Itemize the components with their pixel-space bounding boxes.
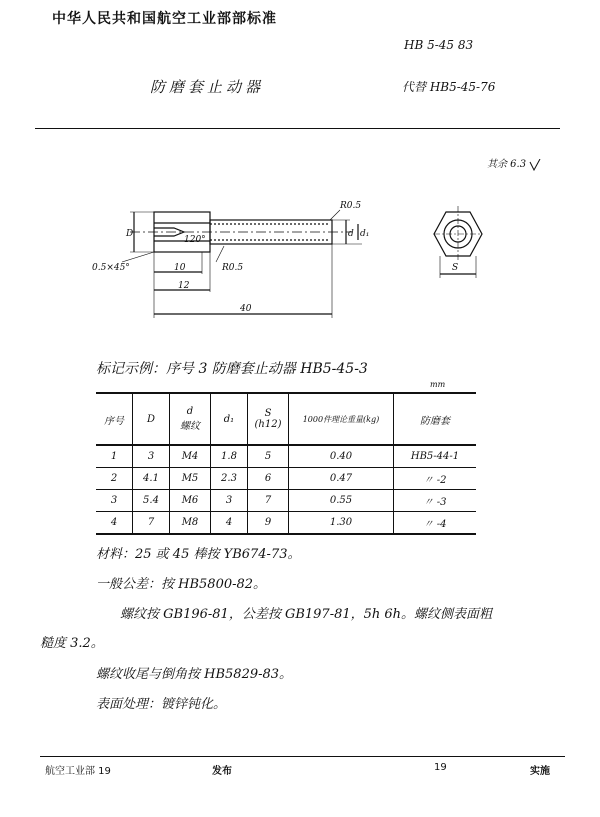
note-thread-runout: 螺纹收尾与倒角按 HB5829-83。 bbox=[96, 667, 293, 682]
note-surface-treatment: 表面处理：镀锌钝化。 bbox=[96, 697, 227, 712]
dim-chamfer-label: 0.5×45° bbox=[92, 263, 130, 273]
cell-d1: 4 bbox=[211, 512, 248, 535]
dim-r05-bottom-label: R0.5 bbox=[222, 263, 244, 273]
replaces-standard: 代替 HB5-45-76 bbox=[402, 80, 496, 94]
table-row bbox=[96, 490, 476, 512]
cell-seq: 2 bbox=[96, 468, 133, 490]
note-thread: 螺纹按 GB196-81，公差按 GB197-81，5h 6h。螺纹侧表面粗 bbox=[120, 607, 493, 622]
cell-d: M6 bbox=[170, 490, 211, 512]
cell-weight: 0.40 bbox=[289, 445, 394, 468]
side-view-drawing bbox=[90, 190, 370, 325]
header-seq: 序号 bbox=[96, 393, 133, 445]
surface-roughness-note bbox=[487, 155, 541, 171]
cell-d1: 3 bbox=[211, 490, 248, 512]
cell-d1: 1.8 bbox=[211, 445, 248, 468]
header-D: D bbox=[133, 393, 170, 445]
header-sleeve: 防磨套 bbox=[394, 393, 477, 445]
dimension-table bbox=[96, 392, 476, 535]
header-S-top: S bbox=[264, 408, 272, 419]
cell-D: 4.1 bbox=[133, 468, 170, 490]
note-tolerance: 一般公差：按 HB5800-82。 bbox=[96, 577, 267, 592]
cell-seq: 4 bbox=[96, 512, 133, 535]
header-d-sub: 螺纹 bbox=[180, 421, 200, 432]
header-weight: 1000件理论重量(kg) bbox=[289, 393, 394, 445]
cell-weight: 1.30 bbox=[289, 512, 394, 535]
footer-issuer: 航空工业部 19 bbox=[45, 766, 111, 777]
header-S-sub: (h12) bbox=[254, 419, 282, 430]
end-view-drawing bbox=[418, 198, 498, 283]
dim-40-label: 40 bbox=[240, 304, 252, 314]
dim-d1-label: d₁ bbox=[360, 229, 370, 239]
dim-D-label: D bbox=[126, 229, 134, 239]
cell-seq: 3 bbox=[96, 490, 133, 512]
dim-angle-label: 120° bbox=[184, 235, 206, 245]
cell-S: 5 bbox=[248, 445, 289, 468]
cell-sleeve: 〃 -4 bbox=[394, 512, 477, 535]
roughness-symbol-icon bbox=[529, 159, 541, 171]
cell-seq: 1 bbox=[96, 445, 133, 468]
table-row bbox=[96, 445, 476, 468]
dim-d-label: d bbox=[348, 229, 354, 239]
header-S bbox=[248, 393, 289, 445]
cell-sleeve: 〃 -3 bbox=[394, 490, 477, 512]
footer-issued: 发布 bbox=[212, 766, 232, 777]
unit-label: mm bbox=[430, 380, 446, 389]
cell-D: 3 bbox=[133, 445, 170, 468]
cell-S: 9 bbox=[248, 512, 289, 535]
dim-r05-top-label: R0.5 bbox=[340, 201, 362, 211]
footer-page-number: 19 bbox=[434, 762, 447, 773]
document-title: 防磨套止动器 bbox=[150, 78, 265, 96]
cell-D: 7 bbox=[133, 512, 170, 535]
header-d bbox=[170, 393, 211, 445]
cell-D: 5.4 bbox=[133, 490, 170, 512]
cell-sleeve: HB5-44-1 bbox=[394, 445, 477, 468]
dim-S-label: S bbox=[452, 263, 459, 273]
cell-weight: 0.47 bbox=[289, 468, 394, 490]
footer-rule bbox=[40, 756, 565, 757]
roughness-label: 其余 6.3 bbox=[487, 159, 527, 170]
standard-code: HB 5-45 83 bbox=[404, 38, 474, 52]
cell-weight: 0.55 bbox=[289, 490, 394, 512]
cell-d: M5 bbox=[170, 468, 211, 490]
standard-organization: 中华人民共和国航空工业部部标准 bbox=[52, 11, 277, 27]
cell-d: M8 bbox=[170, 512, 211, 535]
cell-sleeve: 〃 -2 bbox=[394, 468, 477, 490]
table-row bbox=[96, 468, 476, 490]
cell-S: 6 bbox=[248, 468, 289, 490]
dim-12-label: 12 bbox=[178, 281, 190, 291]
cell-S: 7 bbox=[248, 490, 289, 512]
table-row bbox=[96, 512, 476, 535]
header-d-top: d bbox=[186, 406, 194, 417]
marking-example: 标记示例：序号 3 防磨套止动器 HB5-45-3 bbox=[96, 361, 368, 377]
footer-implemented: 实施 bbox=[530, 766, 550, 777]
header-d1: d₁ bbox=[211, 393, 248, 445]
note-material: 材料：25 或 45 棒按 YB674-73。 bbox=[96, 547, 301, 562]
note-thread-continued: 糙度 3.2。 bbox=[40, 636, 104, 651]
dim-10-label: 10 bbox=[174, 263, 186, 273]
header-rule bbox=[35, 128, 560, 129]
cell-d1: 2.3 bbox=[211, 468, 248, 490]
cell-d: M4 bbox=[170, 445, 211, 468]
